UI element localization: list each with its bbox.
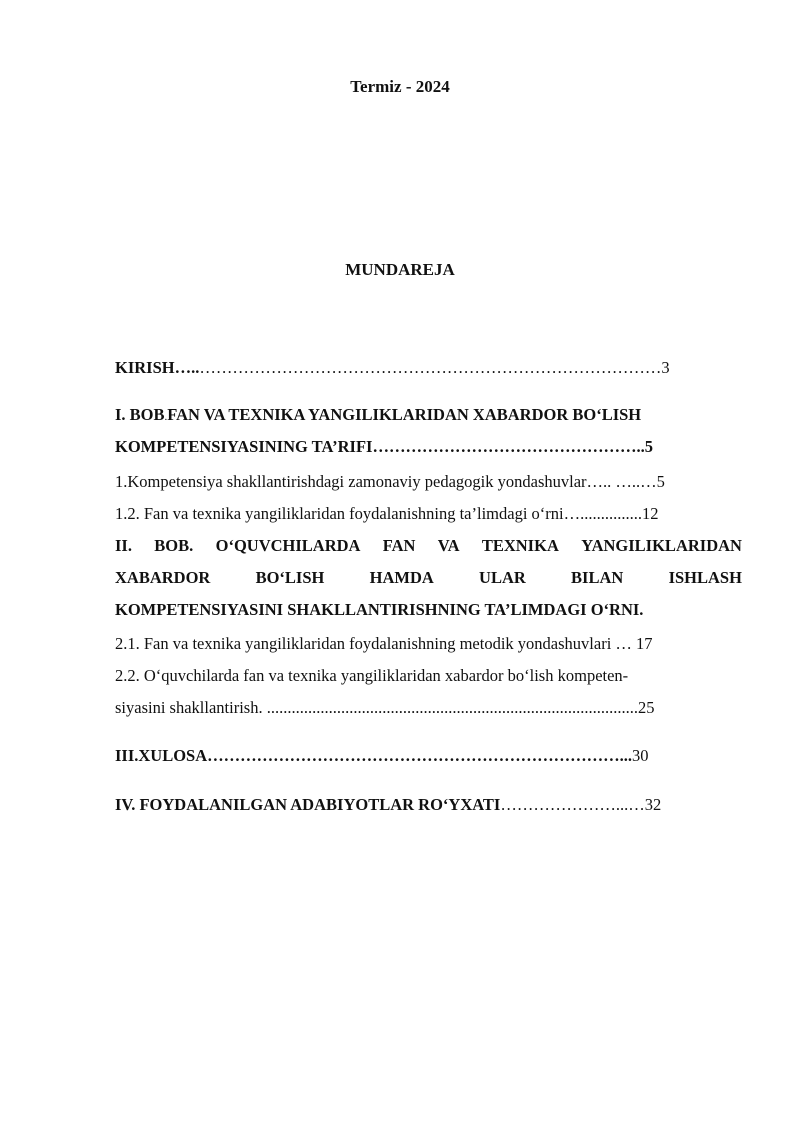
toc-entry-xulosa-label: III.XULOSA…………………………………………………………………... <box>115 746 633 765</box>
toc-section-2-2-line2[interactable]: siyasini shakllantirish. ..........................................................................................25 <box>115 698 655 717</box>
toc-entry-kirish-label: KIRISH….. <box>115 358 200 377</box>
toc-chapter-1-separator: . <box>164 411 168 423</box>
toc-entry-xulosa[interactable] <box>115 746 742 766</box>
toc-chapter-2-word: BO‘LISH <box>255 568 325 587</box>
toc-chapter-2-word: TEXNIKA <box>481 536 559 555</box>
toc-entry-references-page: 32 <box>644 795 662 814</box>
toc-chapter-2-word: O‘QUVCHILARDA <box>215 536 361 555</box>
toc-chapter-2-word: HAMDA <box>369 568 434 587</box>
toc-entry-kirish[interactable] <box>115 358 742 378</box>
toc-entry-references[interactable] <box>115 795 742 815</box>
toc-chapter-2-word: BOB. <box>154 536 194 555</box>
toc-entry-kirish-dots: ………………………………………………………………………… <box>199 358 662 377</box>
toc-section-1-2[interactable]: 1.2. Fan va texnika yangiliklaridan foydalanishning ta’limdagi o‘rni…...............12 <box>115 504 659 523</box>
toc-entry-references-label: IV. FOYDALANILGAN ADABIYOTLAR RO‘YXATI <box>115 795 501 814</box>
toc-chapter-2-word: BILAN <box>571 568 624 587</box>
toc-chapter-2-word: II. <box>115 536 132 555</box>
toc-chapter-1-title: FAN VA TEXNIKA YANGILIKLARIDAN XABARDOR BO‘LISH <box>167 405 642 424</box>
toc-chapter-1-title-cont: KOMPETENSIYASINING TA’RIFI…………………………………………. <box>115 437 641 456</box>
toc-chapter-2-word: XABARDOR <box>115 568 211 587</box>
toc-chapter-2-word: ISHLASH <box>668 568 742 587</box>
toc-chapter-1-number: I. BOB <box>115 405 165 424</box>
toc-chapter-2-word: FAN <box>382 536 416 555</box>
toc-chapter-2-word: YANGILIKLARIDAN <box>581 536 742 555</box>
toc-chapter-1-page: .5 <box>640 437 653 456</box>
toc-entry-xulosa-page: 30 <box>632 746 649 765</box>
toc-chapter-2-line1[interactable] <box>115 536 742 556</box>
toc-chapter-2-line2[interactable] <box>115 568 742 588</box>
toc-chapter-1-line2[interactable] <box>115 437 742 457</box>
toc-chapter-2-line3[interactable]: KOMPETENSIYASINI SHAKLLANTIRISHNING TA’LIMDAGI O‘RNI. <box>115 600 644 619</box>
toc-entry-references-dots: …………………...… <box>500 795 645 814</box>
toc-section-1-1[interactable]: 1.Kompetensiya shakllantirishdagi zamonaviy pedagogik yondashuvlar….. …..…5 <box>115 472 665 491</box>
toc-chapter-2-word: VA <box>437 536 460 555</box>
toc-section-2-1[interactable]: 2.1. Fan va texnika yangiliklaridan foydalanishning metodik yondashuvlari … 17 <box>115 634 653 653</box>
city-year-header: Termiz - 2024 <box>350 77 450 96</box>
toc-entry-kirish-page: 3 <box>661 358 670 377</box>
toc-chapter-1-line1[interactable] <box>115 405 742 425</box>
toc-chapter-2-word: ULAR <box>479 568 526 587</box>
toc-title: MUNDAREJA <box>345 260 455 279</box>
toc-section-2-2-line1[interactable]: 2.2. O‘quvchilarda fan va texnika yangiliklaridan xabardor bo‘lish kompeten- <box>115 666 629 685</box>
